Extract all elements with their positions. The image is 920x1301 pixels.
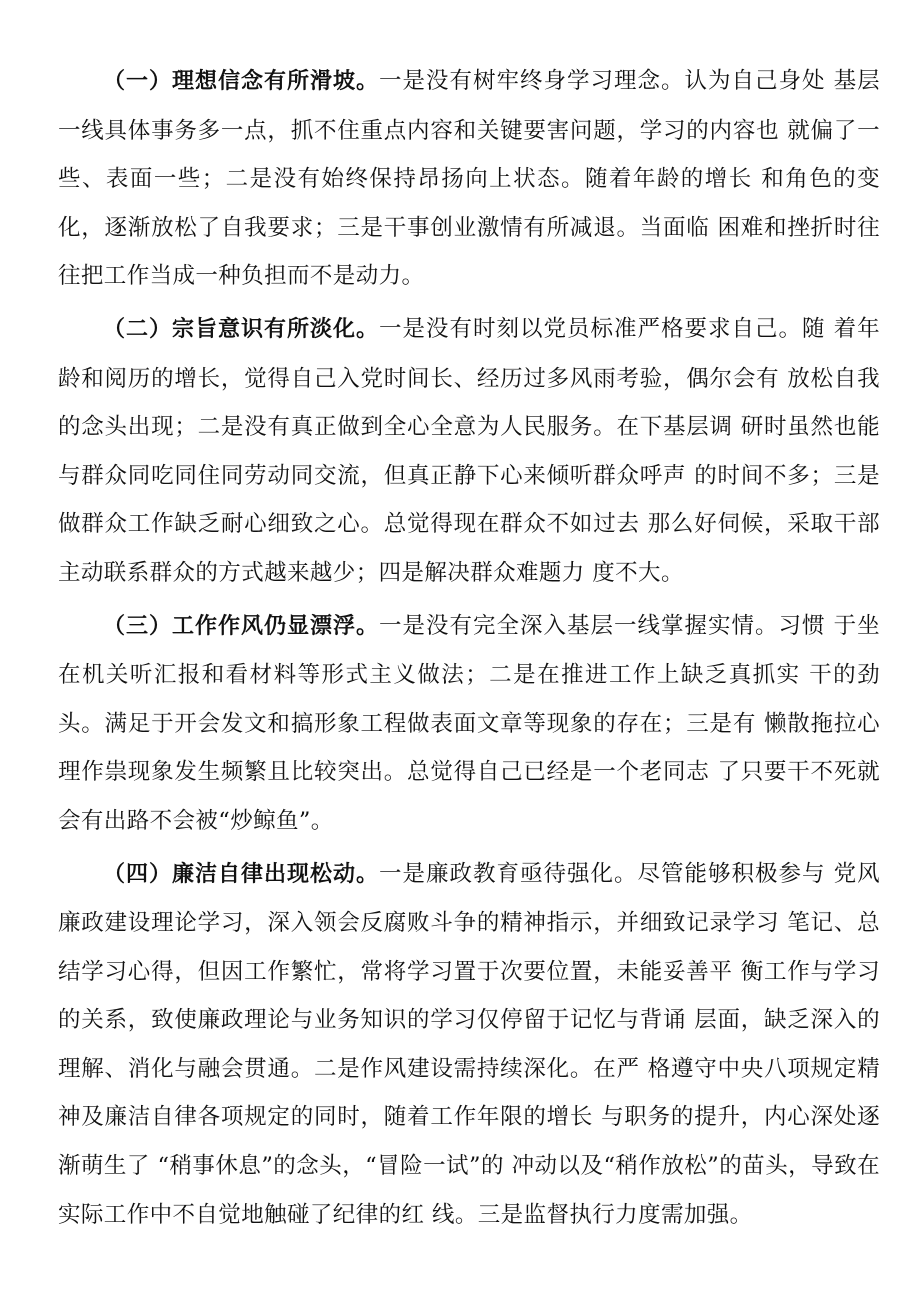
section-4-body: 一是廉政教育亟待强化。尽管能够积极参与 党风廉政建设理论学习，深入领会反腐败斗争的精神指示，并细致记录学习 笔记、总结学习心得，但因工作繁忙，常将学习置于次要位置，未能妥善平 衡工作与学习的关系，致使廉政理论与业务知识的学习仅停留于记忆与背诵 层面，缺乏深入的理解、消化与融会贯通。二是作风建设需持续深化。在严 格遵守中央八项规定精神及廉洁自律各项规定的同时，随着工作年限的增长 与职务的提升，内心深处逐渐萌生了 “稍事休息”的念头，“冒险一试”的 冲动以及“稍作放松”的苗头，导致在实际工作中不自觉地触碰了纪律的红 线。三是监督执行力度需加强。 — [58, 860, 880, 1228]
section-3-body: 一是没有完全深入基层一线掌握实情。习惯 于坐在机关听汇报和看材料等形式主义做法；二是在推进工作上缺乏真抓实 干的劲头。满足于开会发文和搞形象工程做表面文章等现象的存在；三是有 懒散拖拉心理作祟现象发生频繁且比较突出。总觉得自己已经是一个老同志 了只要干不死就会有出路不会被“炒鲸鱼”。 — [58, 612, 880, 834]
section-4-paragraph — [58, 850, 880, 1240]
section-2-heading: （二）宗旨意识有所淡化。 — [103, 316, 379, 342]
section-3-paragraph — [58, 602, 880, 846]
section-4-heading: （四）廉洁自律出现松动。 — [103, 861, 379, 887]
section-1-heading: （一）理想信念有所滑坡。 — [103, 69, 379, 94]
section-2-body: 一是没有时刻以党员标准严格要求自己。随 着年龄和阅历的增长，觉得自己入党时间长、经历过多风雨考验，偶尔会有 放松自我的念头出现；二是没有真正做到全心全意为人民服务。在下基层调 研时虽然也能与群众同吃同住同劳动同交流，但真正静下心来倾听群众呼声 的时间不多；三是做群众工作缺乏耐心细致之心。总觉得现在群众不如过去 那么好伺候，采取干部主动联系群众的方式越来越少；四是解决群众难题力 度不大。 — [58, 315, 880, 586]
document-page — [58, 57, 880, 1243]
section-1-paragraph — [58, 57, 880, 301]
section-3-heading: （三）工作作风仍显漂浮。 — [103, 613, 379, 639]
section-1-body: 一是没有树牢终身学习理念。认为自己身处 基层一线具体事务多一点，抓不住重点内容和关键要害问题，学习的内容也 就偏了一些、表面一些；二是没有始终保持昂扬向上状态。随着年龄的增长 和角色的变化，逐渐放松了自我要求；三是干事创业激情有所减退。当面临 困难和挫折时往往把工作当成一种负担而不是动力。 — [58, 68, 880, 290]
section-2-paragraph — [58, 305, 880, 598]
